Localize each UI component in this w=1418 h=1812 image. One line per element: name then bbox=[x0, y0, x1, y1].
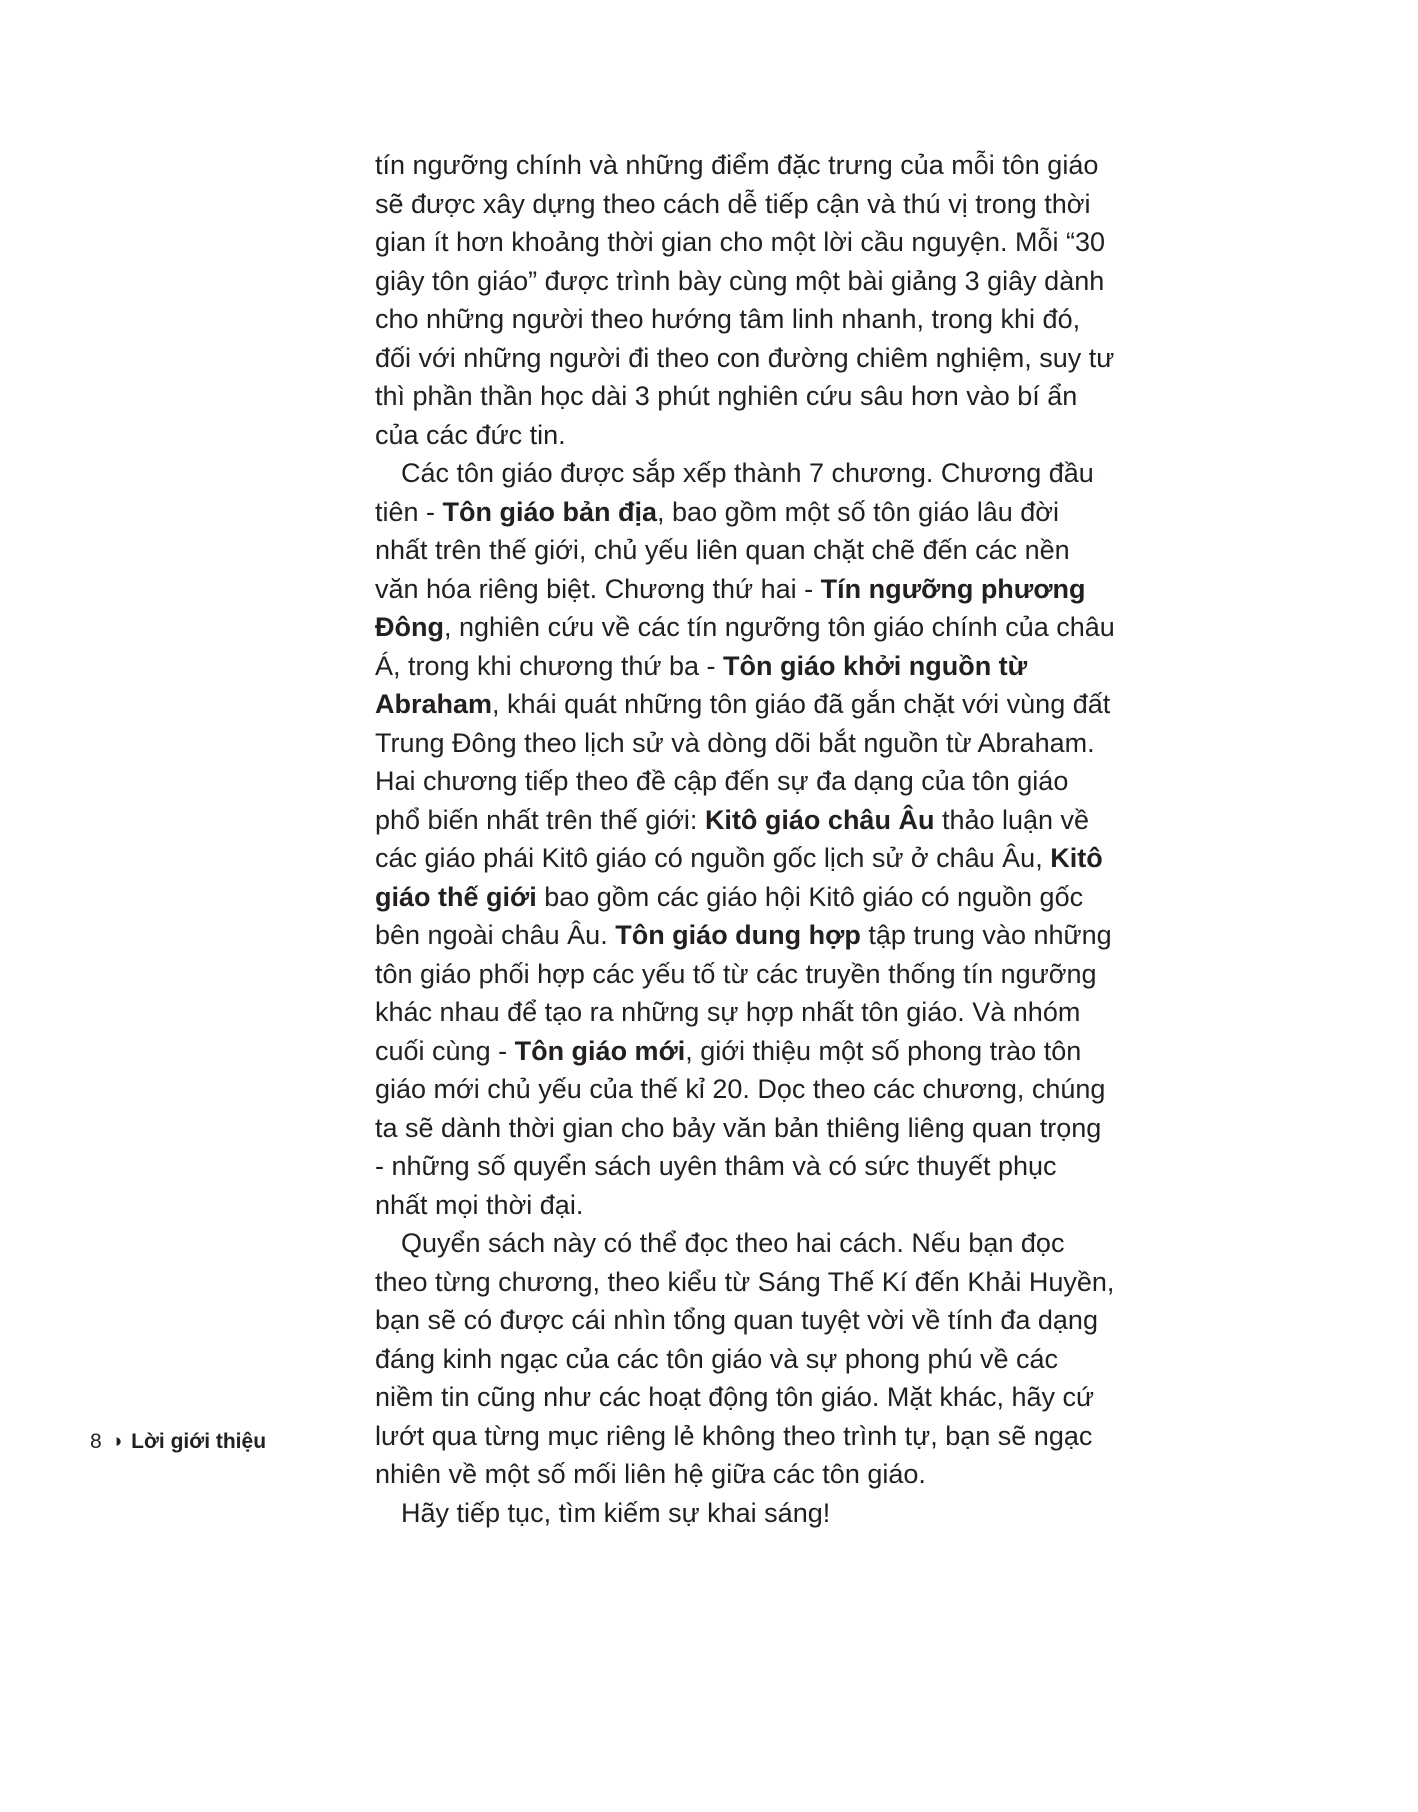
paragraph bbox=[375, 1494, 1115, 1533]
text-run: Hãy tiếp tục, tìm kiếm sự khai sáng! bbox=[401, 1497, 831, 1528]
text-run: , nghiên cứu về các tín ngưỡng tôn giáo chính của châu Á, trong khi chương thứ ba - bbox=[375, 612, 1115, 681]
bold-text-run: Kitô giáo châu Âu bbox=[704, 804, 935, 835]
text-run: thảo luận về các giáo phái Kitô giáo có nguồn gốc lịch sử ở châu Âu, bbox=[375, 804, 1090, 873]
page-number: 8 bbox=[90, 1430, 102, 1453]
text-run: Các tôn giáo được sắp xếp thành 7 chương. Chương đầu tiên - bbox=[375, 458, 1094, 527]
bold-text-run: Tôn giáo mới bbox=[514, 1035, 686, 1066]
bold-text-run: Tôn giáo dung hợp bbox=[615, 920, 861, 950]
text-run: Quyển sách này có thể đọc theo hai cách. Nếu bạn đọc theo từng chương, theo kiểu từ Sáng Thế Kí đến Khải Huyền, bạn sẽ có được cái nhìn tổng quan tuyệt vời về tính đa dạng đáng kinh ngạc của các tôn giáo và sự phong phú về các niềm tin cũng như các hoạt động tôn giáo. Mặt khác, hãy cứ lướt qua từng mục riêng lẻ không theo trình tự, bạn sẽ ngạc nhiên về một số mối liên hệ giữa các tôn giáo. bbox=[375, 1228, 1115, 1489]
text-run: , bao gồm một số tôn giáo lâu đời nhất trên thế giới, chủ yếu liên quan chặt chẽ đến các nền văn hóa riêng biệt. Chương thứ hai - bbox=[375, 496, 1070, 604]
half-circle-icon: ◑ bbox=[110, 1430, 123, 1452]
paragraph bbox=[375, 146, 1115, 454]
bold-text-run: Tôn giáo bản địa bbox=[442, 496, 658, 527]
bold-text-run: Kitô giáo thế giới bbox=[375, 843, 1103, 912]
bold-text-run: Tôn giáo khởi nguồn từ Abraham bbox=[375, 650, 1028, 719]
bold-text-run: Tín ngưỡng phương Đông bbox=[375, 573, 1086, 642]
paragraph bbox=[375, 1224, 1115, 1494]
text-run: , khái quát những tôn giáo đã gắn chặt với vùng đất Trung Đông theo lịch sử và dòng dõi bắt nguồn từ Abraham. Hai chương tiếp theo đề cập đến sự đa dạng của tôn giáo phổ biến nhất trên thế giới: bbox=[375, 689, 1111, 835]
text-run: bao gồm các giáo hội Kitô giáo có nguồn gốc bên ngoài châu Âu. bbox=[375, 881, 1084, 950]
paragraph bbox=[375, 454, 1115, 1224]
text-run: , giới thiệu một số phong trào tôn giáo mới chủ yếu của thế kỉ 20. Dọc theo các chương, chúng ta sẽ dành thời gian cho bảy văn bản thiêng liêng quan trọng - những số quyển sách uyên thâm và có sức thuyết phục nhất mọi thời đại. bbox=[375, 1035, 1106, 1220]
text-run: tập trung vào những tôn giáo phối hợp các yếu tố từ các truyền thống tín ngưỡng khác nhau để tạo ra những sự hợp nhất tôn giáo. Và nhóm cuối cùng - bbox=[375, 920, 1112, 1066]
footer-section-title: Lời giới thiệu bbox=[131, 1430, 267, 1453]
page-footer bbox=[90, 1430, 266, 1454]
text-run: tín ngưỡng chính và những điểm đặc trưng của mỗi tôn giáo sẽ được xây dựng theo cách dễ tiếp cận và thú vị trong thời gian ít hơn khoảng thời gian cho một lời cầu nguyện. Mỗi “30 giây tôn giáo” được trình bày cùng một bài giảng 3 giây dành cho những người theo hướng tâm linh nhanh, trong khi đó, đối với những người đi theo con đường chiêm nghiệm, suy tư thì phần thần học dài 3 phút nghiên cứu sâu hơn vào bí ẩn của các đức tin. bbox=[375, 150, 1115, 450]
body-text bbox=[375, 146, 1115, 1532]
